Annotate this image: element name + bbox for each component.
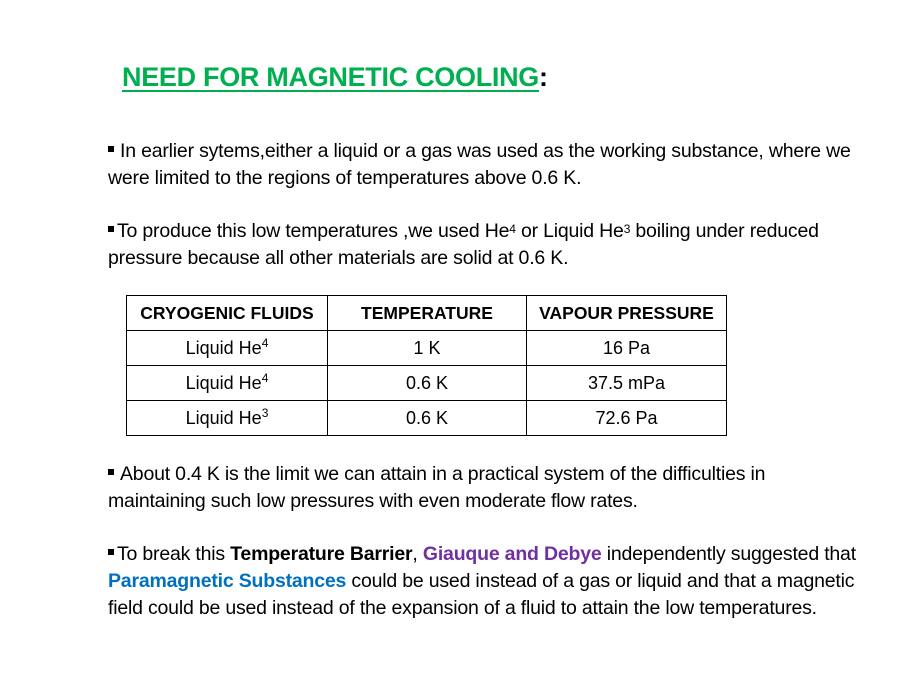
paragraph-low-temperatures	[108, 218, 868, 272]
highlight-giauque-debye: Giauque and Debye	[422, 543, 602, 565]
paragraph-text: To produce this low temperatures ,we used He	[117, 220, 510, 242]
cell-pressure: 72.6 Pa	[527, 401, 727, 436]
header-fluids: CRYOGENIC FLUIDS	[127, 296, 328, 331]
cell-pressure: 37.5 mPa	[527, 366, 727, 401]
superscript: 3	[623, 222, 631, 236]
paragraph-practical-limit	[108, 461, 868, 515]
superscript: 4	[509, 222, 516, 236]
paragraph-text: independently suggested that	[601, 543, 856, 565]
cell-fluid: Liquid He$^4$	[127, 366, 328, 401]
paragraph-text: ,	[412, 543, 423, 565]
table-row	[127, 331, 727, 366]
paragraph-earlier-systems	[108, 138, 868, 192]
header-vapour-pressure: VAPOUR PRESSURE	[527, 296, 727, 331]
table-header-row	[127, 296, 727, 331]
cell-temperature: 0.6 K	[328, 366, 527, 401]
square-bullet-icon	[108, 549, 114, 555]
highlight-paramagnetic-substances: Paramagnetic Substances	[108, 570, 347, 592]
title-text: NEED FOR MAGNETIC COOLING	[122, 62, 539, 92]
cell-temperature: 0.6 K	[328, 401, 527, 436]
paragraph-temperature-barrier	[108, 541, 868, 622]
table-row	[127, 401, 727, 436]
paragraph-text: or Liquid He	[515, 220, 624, 242]
paragraph-text: In earlier sytems,either a liquid or a gas was used as the working substance, where we were limited to the regions of temperatures above 0.6 K.	[108, 140, 851, 189]
square-bullet-icon	[108, 146, 114, 152]
cell-fluid: Liquid He$^3$	[127, 401, 328, 436]
paragraph-text: boiling under reduced pressure because all other materials are solid at 0.6 K.	[108, 220, 819, 269]
paragraph-text: To break this	[117, 543, 231, 565]
cell-temperature: 1 K	[328, 331, 527, 366]
table-row	[127, 366, 727, 401]
cell-fluid: Liquid He$^4$	[127, 331, 328, 366]
square-bullet-icon	[108, 226, 114, 232]
title-colon: :	[539, 62, 548, 92]
paragraph-text: could be used instead of a gas or liquid and that a magnetic field could be used instead of the expansion of a fluid to attain the low temperatures.	[108, 570, 855, 619]
paragraph-text: About 0.4 K is the limit we can attain in a practical system of the difficulties in maintaining such low pressures with even moderate flow rates.	[108, 463, 766, 512]
header-temperature: TEMPERATURE	[328, 296, 527, 331]
cell-pressure: 16 Pa	[527, 331, 727, 366]
bold-term-temperature-barrier: Temperature Barrier	[230, 543, 413, 565]
square-bullet-icon	[108, 469, 114, 475]
cryogenic-fluids-table	[126, 295, 727, 436]
slide-title	[122, 62, 548, 93]
